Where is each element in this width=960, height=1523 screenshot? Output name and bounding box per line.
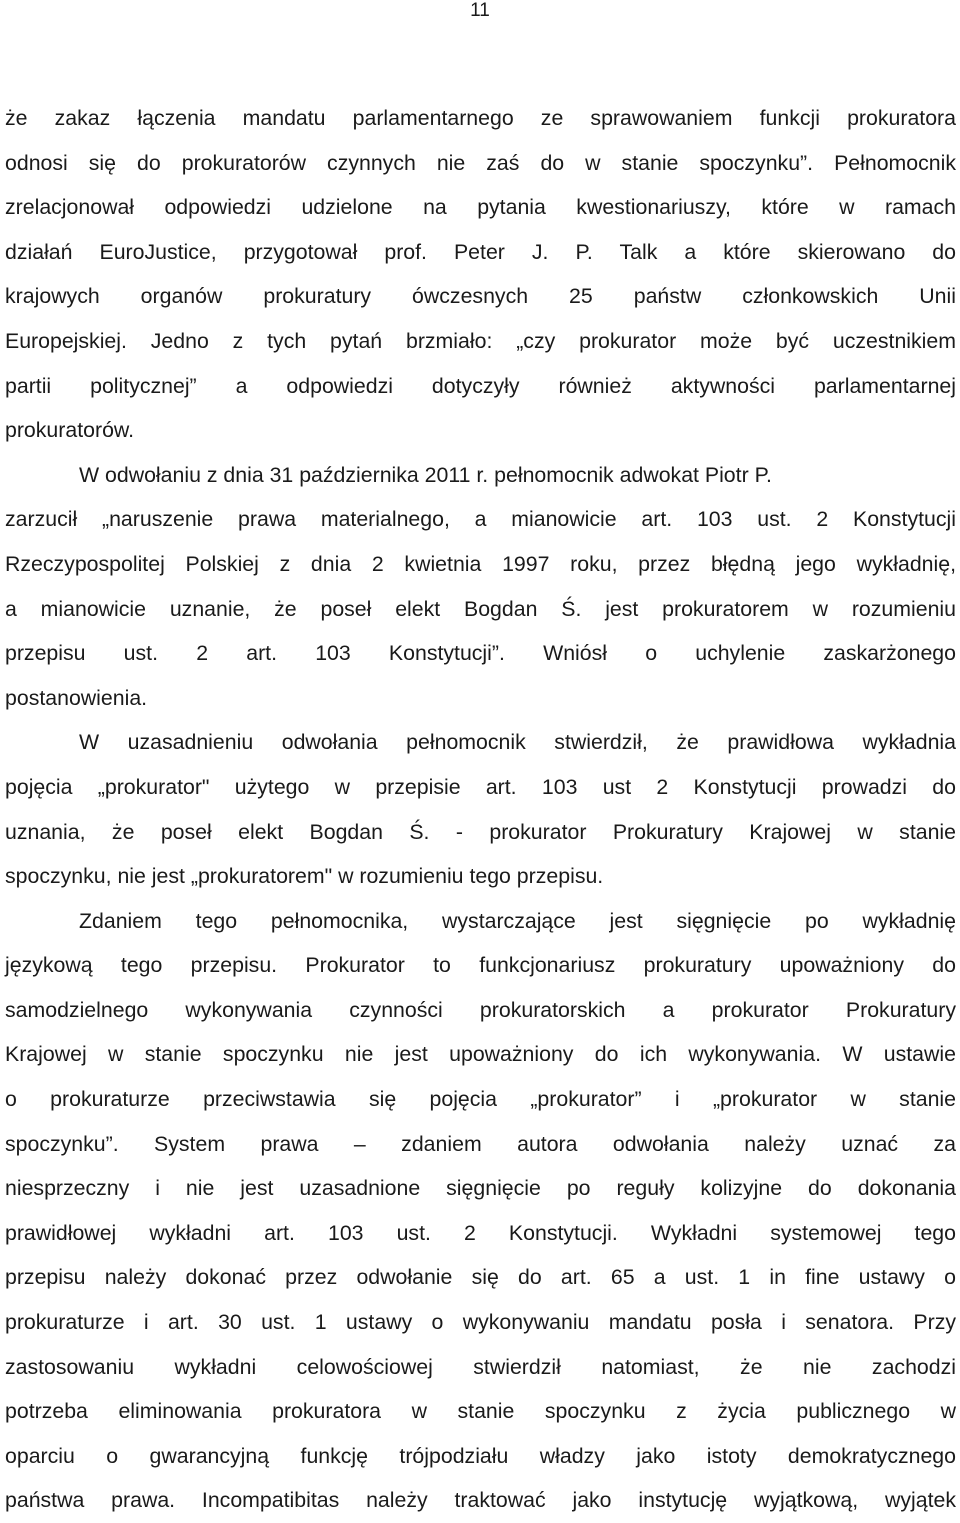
text-line: postanowienia. [5, 685, 148, 710]
text-line: uznania, że poseł elekt Bogdan Ś. - prokurator Prokuratury Krajowej w stanie [5, 819, 956, 844]
text-line: działań EuroJustice, przygotował prof. Peter J. P. Talk a które skierowano do [5, 239, 956, 264]
text-line: zastosowaniu wykładni celowościowej stwierdził natomiast, że nie zachodzi [5, 1354, 956, 1379]
text-line: pojęcia „prokurator" użytego w przepisie art. 103 ust 2 Konstytucji prowadzi do [5, 774, 956, 799]
text-line: partii politycznej” a odpowiedzi dotyczyły również aktywności parlamentarnej [5, 373, 956, 398]
text-line: prokuratorów. [5, 418, 135, 443]
text-line: państwa prawa. Incompatibitas należy traktować jako instytucję wyjątkową, wyjątek [5, 1488, 956, 1513]
text-line: W uzasadnieniu odwołania pełnomocnik stwierdził, że prawidłowa wykładnia [79, 730, 956, 755]
text-line: Zdaniem tego pełnomocnika, wystarczające jest sięgnięcie po wykładnię [79, 908, 956, 933]
text-line: oparciu o gwarancyjną funkcję trójpodziału władzy jako istoty demokratycznego [5, 1443, 956, 1468]
text-line: przepisu ust. 2 art. 103 Konstytucji”. Wniósł o uchylenie zaskarżonego [5, 641, 956, 666]
text-line: niesprzeczny i nie jest uzasadnione sięgnięcie po reguły kolizyjne do dokonania [5, 1176, 956, 1201]
text-line: odnosi się do prokuratorów czynnych nie zaś do w stanie spoczynku”. Pełnomocnik [5, 150, 956, 175]
text-line: o prokuraturze przeciwstawia się pojęcia „prokurator” i „prokurator w stanie [5, 1087, 956, 1112]
text-line: prawidłowej wykładni art. 103 ust. 2 Konstytucji. Wykładni systemowej tego [5, 1220, 956, 1245]
text-line: krajowych organów prokuratury ówczesnych 25 państw członkowskich Unii [5, 284, 956, 309]
text-line: zrelacjonował odpowiedzi udzielone na pytania kwestionariuszy, które w ramach [5, 195, 956, 220]
text-line: spoczynku, nie jest „prokuratorem" w rozumieniu tego przepisu. [5, 864, 604, 889]
text-line: przepisu należy dokonać przez odwołanie się do art. 65 a ust. 1 in fine ustawy o [5, 1265, 956, 1290]
text-line: Europejskiej. Jedno z tych pytań brzmiało: „czy prokurator może być uczestnikiem [5, 328, 956, 353]
page-number: 11 [470, 0, 490, 21]
text-line: Rzeczypospolitej Polskiej z dnia 2 kwietnia 1997 roku, przez błędną jego wykładnię, [5, 551, 956, 576]
document-body [5, 96, 956, 1523]
text-line: spoczynku”. System prawa – zdaniem autora odwołania należy uznać za [5, 1131, 956, 1156]
text-line: potrzeba eliminowania prokuratora w stanie spoczynku z życia publicznego w [5, 1399, 956, 1424]
text-line: W odwołaniu z dnia 31 października 2011 r. pełnomocnik adwokat Piotr P. [79, 462, 772, 487]
text-line: prokuraturze i art. 30 ust. 1 ustawy o wykonywaniu mandatu posła i senatora. Przy [5, 1310, 956, 1335]
text-line: Krajowej w stanie spoczynku nie jest upoważniony do ich wykonywania. W ustawie [5, 1042, 956, 1067]
text-line: że zakaz łączenia mandatu parlamentarnego ze sprawowaniem funkcji prokuratora [5, 106, 956, 130]
text-line: językową tego przepisu. Prokurator to funkcjonariusz prokuratury upoważniony do [5, 953, 956, 978]
text-line: a mianowicie uznanie, że poseł elekt Bogdan Ś. jest prokuratorem w rozumieniu [5, 596, 956, 621]
text-line: zarzucił „naruszenie prawa materialnego, a mianowicie art. 103 ust. 2 Konstytucji [5, 507, 956, 532]
text-line: samodzielnego wykonywania czynności prokuratorskich a prokurator Prokuratury [5, 997, 956, 1022]
